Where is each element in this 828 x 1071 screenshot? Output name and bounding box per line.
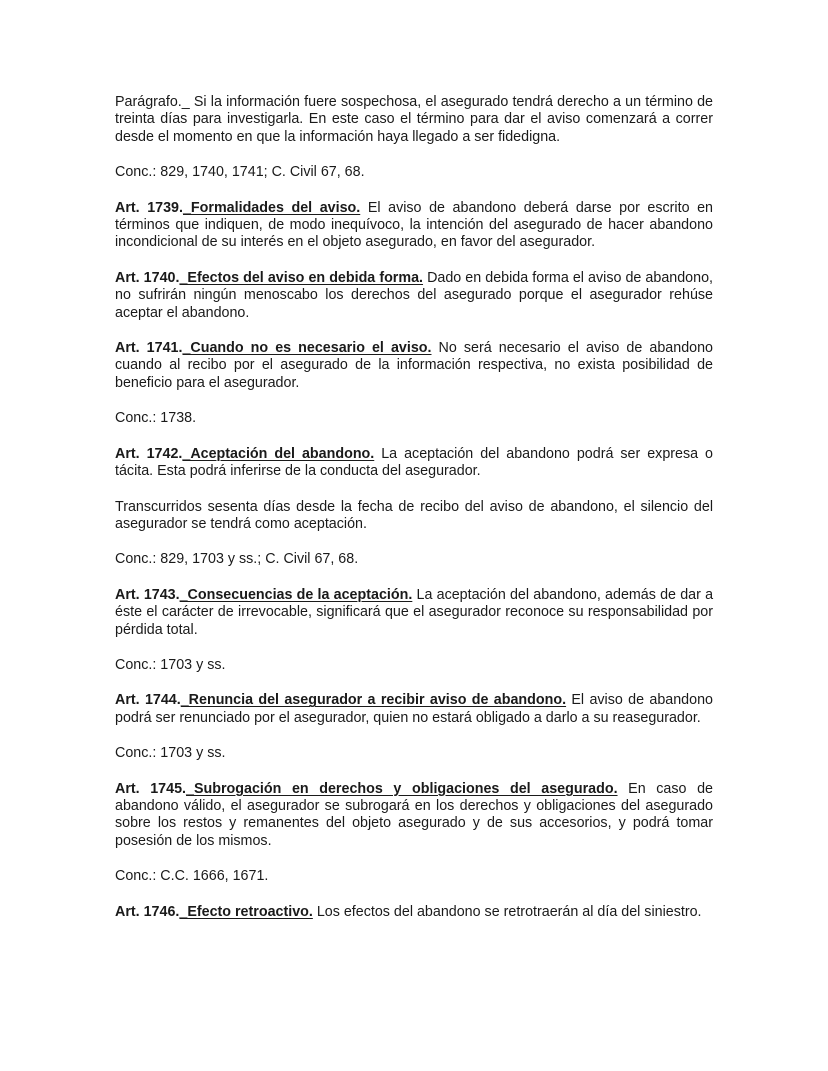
document-page bbox=[115, 94, 713, 939]
article-title: _Cuando no es necesario el aviso. bbox=[182, 340, 432, 357]
article-body: La aceptación del abandono podrá ser expresa o tácita. Esta podrá inferirse de la conducta del asegurador. bbox=[115, 445, 714, 480]
article-number: Art. 1743. bbox=[115, 586, 180, 603]
article-1746 bbox=[115, 904, 713, 921]
article-1745 bbox=[115, 781, 713, 851]
article-number: Art. 1741. bbox=[115, 340, 183, 357]
article-title: _Subrogación en derechos y obligaciones del asegurado. bbox=[186, 780, 618, 797]
article-number: Art. 1742. bbox=[115, 445, 183, 462]
article-1744 bbox=[115, 692, 713, 727]
article-1741 bbox=[115, 340, 713, 392]
article-number: Art. 1739. bbox=[115, 199, 183, 216]
article-body: En caso de abandono válido, el asegurador se subrogará en los derechos y obligaciones del asegurado sobre los restos y remanentes del objeto asegurado y de sus accesorios, y podrá tomar posesión de los mismos. bbox=[115, 780, 713, 849]
paragraph-transcurridos: Transcurridos sesenta días desde la fecha de recibo del aviso de abandono, el silencio del asegurador se tendrá como aceptación. bbox=[115, 498, 713, 532]
article-body: Los efectos del abandono se retrotraerán al día del siniestro. bbox=[312, 903, 702, 920]
article-title: _Formalidades del aviso. bbox=[182, 199, 361, 216]
article-title: _Efectos del aviso en debida forma. bbox=[179, 269, 424, 286]
concordance: Conc.: 829, 1703 y ss.; C. Civil 67, 68. bbox=[115, 551, 359, 568]
article-title: _Aceptación del abandono. bbox=[182, 445, 375, 462]
concordance: Conc.: 829, 1740, 1741; C. Civil 67, 68. bbox=[115, 164, 365, 181]
article-title: _Renuncia del asegurador a recibir aviso de abandono. bbox=[180, 692, 567, 709]
article-number: Art. 1745. bbox=[115, 780, 187, 797]
article-number: Art. 1744. bbox=[115, 692, 181, 709]
article-number: Art. 1740. bbox=[115, 269, 180, 286]
article-body: El aviso de abandono deberá darse por escrito en términos que indiquen, de modo inequívoco, la intención del asegurado de hacer abandono incondicional de su interés en el objeto asegurado, en favor del asegurador. bbox=[115, 199, 714, 251]
concordance: Conc.: 1703 y ss. bbox=[115, 656, 226, 673]
article-body: La aceptación del abandono, además de dar a éste el carácter de irrevocable, significará que el asegurador reconoce su responsabilidad por pérdida total. bbox=[115, 586, 714, 638]
article-1743 bbox=[115, 587, 713, 639]
article-1740 bbox=[115, 270, 713, 322]
article-title: _Consecuencias de la aceptación. bbox=[179, 586, 413, 603]
concordance: Conc.: C.C. 1666, 1671. bbox=[115, 868, 269, 885]
article-number: Art. 1746. bbox=[115, 903, 180, 920]
article-title: _Efecto retroactivo. bbox=[179, 903, 313, 920]
article-body: El aviso de abandono podrá ser renunciado por el asegurador, quien no estará obligado a darlo a su reasegurador. bbox=[115, 692, 713, 726]
article-1742 bbox=[115, 446, 713, 481]
article-body: No será necesario el aviso de abandono cuando al recibo por el asegurado de la información respectiva, no exista posibilidad de beneficio para el asegurador. bbox=[115, 340, 713, 391]
article-1739 bbox=[115, 200, 713, 252]
concordance: Conc.: 1703 y ss. bbox=[115, 745, 226, 762]
concordance: Conc.: 1738. bbox=[115, 410, 197, 427]
paragraph-paragrafo: Parágrafo._ Si la información fuere sospechosa, el asegurado tendrá derecho a un término de treinta días para investigarla. En este caso el término para dar el aviso comenzará a correr desde el momento en que la información haya llegado a ser fidedigna. bbox=[115, 94, 713, 145]
article-body: Dado en debida forma el aviso de abandono, no sufrirán ningún menoscabo los derechos del asegurado porque el asegurador rehúse aceptar el abandono. bbox=[115, 269, 714, 321]
